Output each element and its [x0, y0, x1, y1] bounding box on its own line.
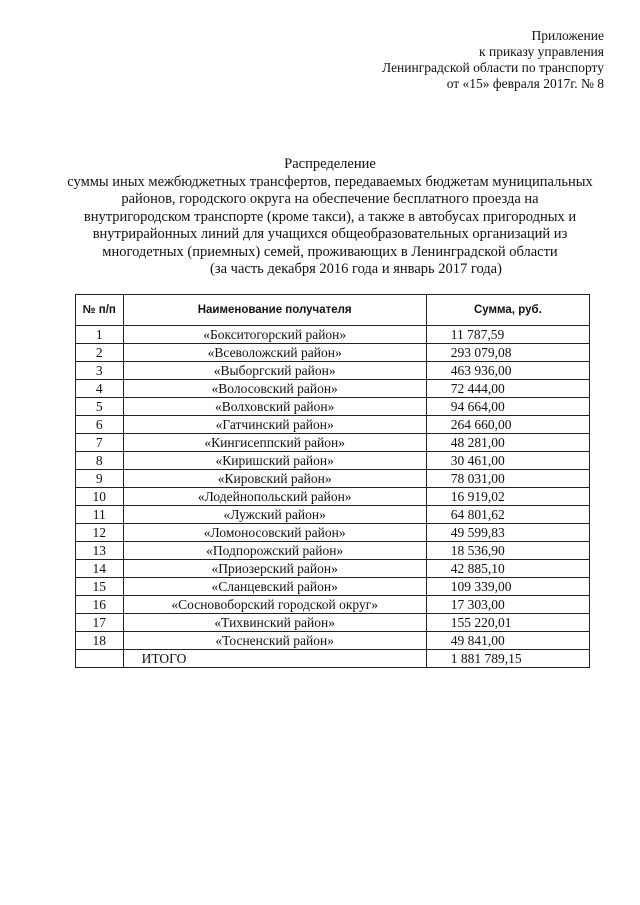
document-title — [40, 156, 620, 279]
row-recipient: «Тихвинский район» — [123, 614, 426, 632]
table-row — [76, 434, 590, 452]
row-sum: 463 936,00 — [426, 362, 589, 380]
title-line: внутригородском транспорте (кроме такси), а также в автобусах пригородных и — [83, 208, 577, 225]
row-sum: 72 444,00 — [426, 380, 589, 398]
row-sum: 17 303,00 — [426, 596, 589, 614]
row-recipient: «Бокситогорский район» — [123, 326, 426, 344]
table-body — [76, 326, 590, 668]
row-sum: 42 885,10 — [426, 560, 589, 578]
row-recipient: «Лужский район» — [123, 506, 426, 524]
header-sum: Сумма, руб. — [426, 295, 589, 326]
table-row — [76, 542, 590, 560]
table-row — [76, 578, 590, 596]
row-recipient: «Волховский район» — [123, 398, 426, 416]
row-recipient: «Выборгский район» — [123, 362, 426, 380]
total-num — [76, 650, 124, 668]
table-row — [76, 506, 590, 524]
table-row — [76, 614, 590, 632]
row-recipient: «Киришский район» — [123, 452, 426, 470]
row-num: 5 — [76, 398, 124, 416]
row-sum: 16 919,02 — [426, 488, 589, 506]
row-recipient: «Сосновоборский городской округ» — [123, 596, 426, 614]
row-num: 1 — [76, 326, 124, 344]
row-sum: 49 599,83 — [426, 524, 589, 542]
table-row — [76, 344, 590, 362]
row-num: 15 — [76, 578, 124, 596]
row-sum: 264 660,00 — [426, 416, 589, 434]
row-num: 6 — [76, 416, 124, 434]
row-sum: 293 079,08 — [426, 344, 589, 362]
title-line: суммы иных межбюджетных трансфертов, передаваемых бюджетам муниципальных — [67, 173, 593, 190]
title-line: Распределение — [284, 156, 376, 172]
total-sum: 1 881 789,15 — [426, 650, 589, 668]
row-recipient: «Ломоносовский район» — [123, 524, 426, 542]
total-label: ИТОГО — [123, 650, 426, 668]
row-num: 12 — [76, 524, 124, 542]
row-recipient: «Сланцевский район» — [123, 578, 426, 596]
row-sum: 18 536,90 — [426, 542, 589, 560]
header-name: Наименование получателя — [123, 295, 426, 326]
table-row — [76, 452, 590, 470]
title-line: районов, городского округа на обеспечение бесплатного проезда на — [121, 191, 539, 207]
row-num: 18 — [76, 632, 124, 650]
header-num: № п/п — [76, 295, 124, 326]
row-recipient: «Приозерский район» — [123, 560, 426, 578]
appendix-header — [382, 28, 604, 92]
row-num: 17 — [76, 614, 124, 632]
row-num: 11 — [76, 506, 124, 524]
table-row — [76, 560, 590, 578]
table-row — [76, 326, 590, 344]
row-sum: 78 031,00 — [426, 470, 589, 488]
row-num: 16 — [76, 596, 124, 614]
table-row — [76, 632, 590, 650]
appendix-line: Ленинградской области по транспорту — [382, 60, 604, 75]
distribution-table — [75, 294, 590, 668]
row-num: 7 — [76, 434, 124, 452]
table-row — [76, 362, 590, 380]
row-recipient: «Тосненский район» — [123, 632, 426, 650]
row-sum: 11 787,59 — [426, 326, 589, 344]
table-row — [76, 470, 590, 488]
row-recipient: «Всеволожский район» — [123, 344, 426, 362]
title-line: внутрирайонных линий для учащихся общеобразовательных организаций из — [92, 226, 568, 242]
row-sum: 94 664,00 — [426, 398, 589, 416]
row-recipient: «Подпорожский район» — [123, 542, 426, 560]
row-recipient: «Волосовский район» — [123, 380, 426, 398]
row-num: 9 — [76, 470, 124, 488]
appendix-line: от «15» февраля 2017г. № 8 — [446, 76, 604, 91]
title-period: (за часть декабря 2016 года и январь 2017 года) — [210, 261, 502, 277]
row-num: 13 — [76, 542, 124, 560]
total-row — [76, 650, 590, 668]
row-sum: 64 801,62 — [426, 506, 589, 524]
table-row — [76, 416, 590, 434]
row-recipient: «Кингисеппский район» — [123, 434, 426, 452]
table-header-row — [76, 295, 590, 326]
appendix-line: к приказу управления — [479, 44, 604, 59]
table-row — [76, 596, 590, 614]
row-sum: 155 220,01 — [426, 614, 589, 632]
appendix-line: Приложение — [531, 28, 604, 43]
row-num: 4 — [76, 380, 124, 398]
row-sum: 49 841,00 — [426, 632, 589, 650]
row-recipient: «Кировский район» — [123, 470, 426, 488]
table-row — [76, 398, 590, 416]
row-recipient: «Лодейнопольский район» — [123, 488, 426, 506]
row-num: 2 — [76, 344, 124, 362]
row-recipient: «Гатчинский район» — [123, 416, 426, 434]
table-row — [76, 380, 590, 398]
table-row — [76, 488, 590, 506]
table-row — [76, 524, 590, 542]
row-sum: 109 339,00 — [426, 578, 589, 596]
title-line: многодетных (приемных) семей, проживающих в Ленинградской области — [102, 243, 558, 260]
row-sum: 30 461,00 — [426, 452, 589, 470]
row-num: 10 — [76, 488, 124, 506]
row-num: 8 — [76, 452, 124, 470]
row-num: 14 — [76, 560, 124, 578]
row-num: 3 — [76, 362, 124, 380]
row-sum: 48 281,00 — [426, 434, 589, 452]
